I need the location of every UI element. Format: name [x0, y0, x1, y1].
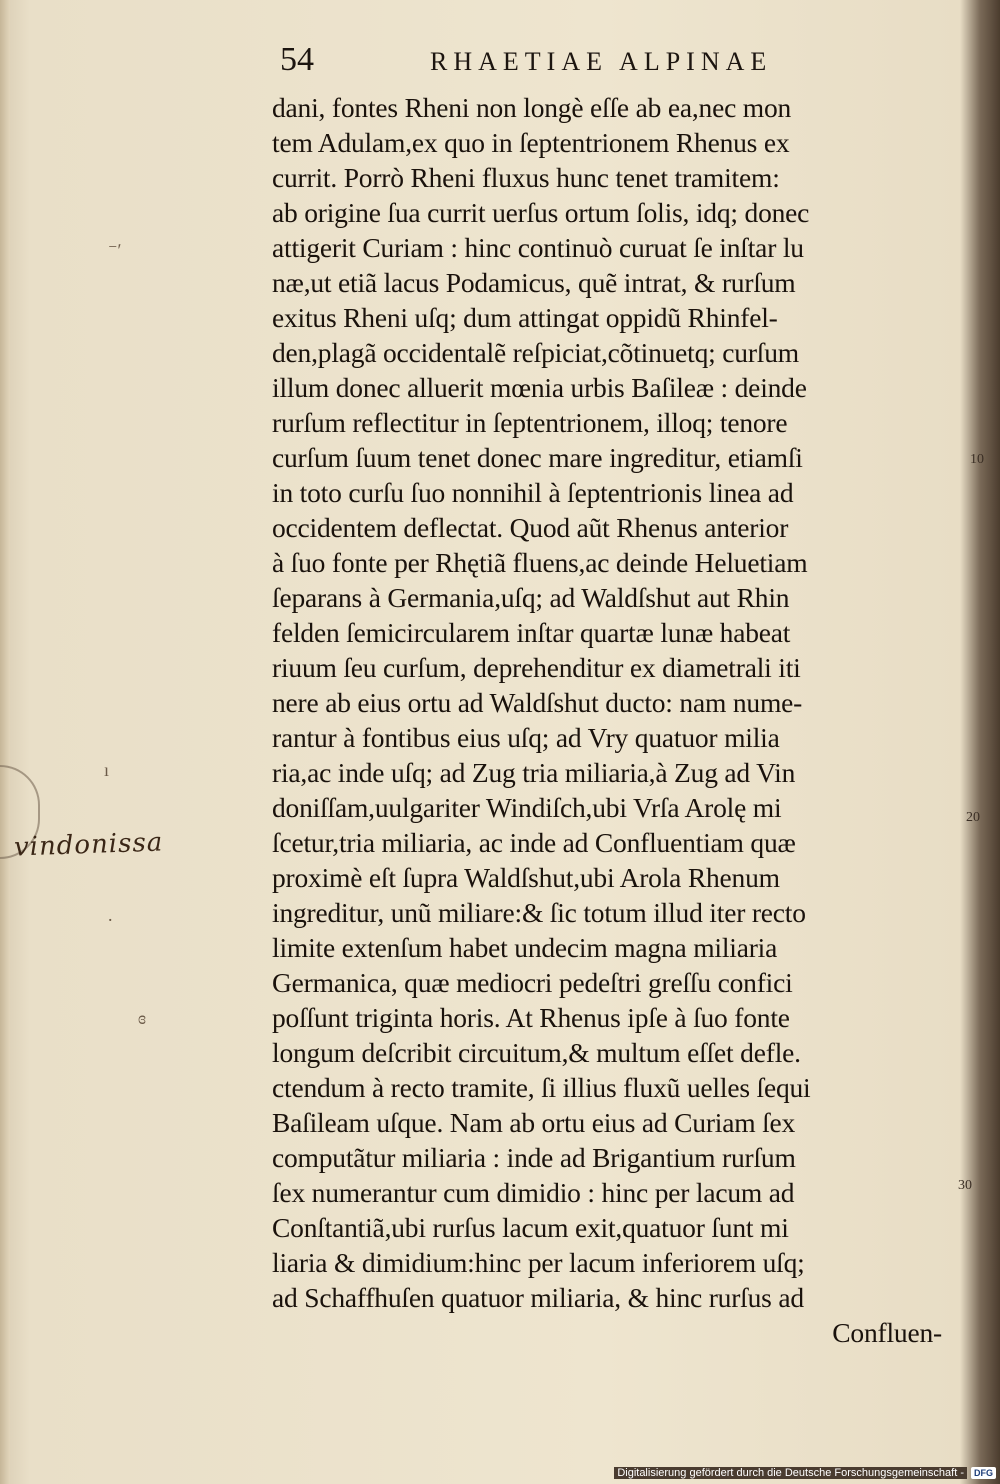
text-line: Germanica, quæ mediocri pedeſtri greſſu confici: [272, 967, 793, 998]
text-line: doniſſam,uulgariter Windiſch,ubi Vrſa Arolę mi: [272, 792, 782, 823]
text-line: rurſum reflectitur in ſeptentrionem, illoq; tenore: [272, 407, 788, 438]
ink-mark: .: [108, 905, 113, 925]
line-number: 30: [958, 1178, 972, 1193]
text-line: Conſtantiã,ubi rurſus lacum exit,quatuor ſunt mi: [272, 1212, 789, 1243]
text-line: illum donec alluerit mœnia urbis Baſileæ : deinde: [272, 372, 807, 403]
text-line: ſex numerantur cum dimidio : hinc per lacum ad: [272, 1177, 795, 1208]
text-line: ctendum à recto tramite, ſi illius fluxũ uelles ſequi: [272, 1072, 811, 1103]
text-line: in toto curſu ſuo nonnihil à ſeptentrionis linea ad: [272, 477, 794, 508]
text-line: Baſileam uſque. Nam ab ortu eius ad Curiam ſex: [272, 1107, 796, 1138]
line-number: 20: [966, 810, 980, 825]
ink-mark: ⁻ʹ: [108, 240, 122, 260]
text-line: computãtur miliaria : inde ad Brigantium rurſum: [272, 1142, 796, 1173]
text-line: Confluen-: [832, 1317, 942, 1348]
text-line: næ,ut etiã lacus Podamicus, quẽ intrat, & rurſum: [272, 267, 796, 298]
text-line: ad Schaffhuſen quatuor miliaria, & hinc rurſus ad: [272, 1282, 804, 1313]
text-line: ab origine ſua currit uerſus ortum ſolis, idq; donec: [272, 197, 810, 228]
page-header: [280, 38, 920, 82]
footer-credit: Digitalisierung gefördert durch die Deutsche Forschungsgemeinschaft -: [614, 1467, 967, 1479]
text-line: felden ſemicircularem inſtar quartæ lunæ habeat: [272, 617, 791, 648]
text-line: nere ab eius ortu ad Waldſshut ducto: nam nume-: [272, 687, 803, 718]
text-line: proximè eſt ſupra Waldſshut,ubi Arola Rhenum: [272, 862, 780, 893]
running-head: RHAETIAE ALPINAE: [430, 47, 773, 76]
text-line: exitus Rheni uſq; dum attingat oppidũ Rhinfel-: [272, 302, 778, 333]
page-number: 54: [280, 41, 314, 78]
ink-mark: ı: [104, 760, 110, 780]
dfg-logo: DFG: [971, 1467, 996, 1479]
text-line: à ſuo fonte per Rhętiã fluens,ac deinde Heluetiam: [272, 547, 808, 578]
text-line: ria,ac inde uſq; ad Zug tria miliaria,à Zug ad Vin: [272, 757, 796, 788]
text-line: rantur à fontibus eius uſq; ad Vry quatuor milia: [272, 722, 780, 753]
text-line: riuum ſeu curſum, deprehenditur ex diametrali iti: [272, 652, 801, 683]
text-line: attigerit Curiam : hinc continuò curuat ſe inſtar lu: [272, 232, 804, 263]
page-edge: [0, 0, 10, 1484]
ink-mark: ɞ: [138, 1008, 146, 1028]
text-line: curſum ſuum tenet donec mare ingreditur, etiamſi: [272, 442, 803, 473]
text-line: ingreditur, unũ miliare:& ſic totum illud iter recto: [272, 897, 806, 928]
text-line: longum deſcribit circuitum,& multum eſſet defle.: [272, 1037, 801, 1068]
line-number: 10: [970, 452, 984, 467]
body-text: [272, 90, 972, 1350]
text-line: tem Adulam,ex quo in ſeptentrionem Rhenus ex: [272, 127, 790, 158]
text-line: dani, fontes Rheni non longè eſſe ab ea,nec mon: [272, 92, 792, 123]
text-line: limite extenſum habet undecim magna miliaria: [272, 932, 778, 963]
text-line: occidentem deflectat. Quod aũt Rhenus anterior: [272, 512, 789, 543]
footer: [614, 1465, 996, 1481]
text-line: currit. Porrò Rheni fluxus hunc tenet tramitem:: [272, 162, 780, 193]
handwritten-marginal-note: vindonissa: [13, 827, 164, 863]
text-line: den,plagã occidentalẽ reſpiciat,cõtinuetq; curſum: [272, 337, 799, 368]
text-line: poſſunt triginta horis. At Rhenus ipſe à ſuo fonte: [272, 1002, 790, 1033]
text-line: liaria & dimidium:hinc per lacum inferiorem uſq;: [272, 1247, 805, 1278]
text-line: ſcetur,tria miliaria, ac inde ad Confluentiam quæ: [272, 827, 796, 858]
text-line: ſeparans à Germania,uſq; ad Waldſshut aut Rhin: [272, 582, 790, 613]
